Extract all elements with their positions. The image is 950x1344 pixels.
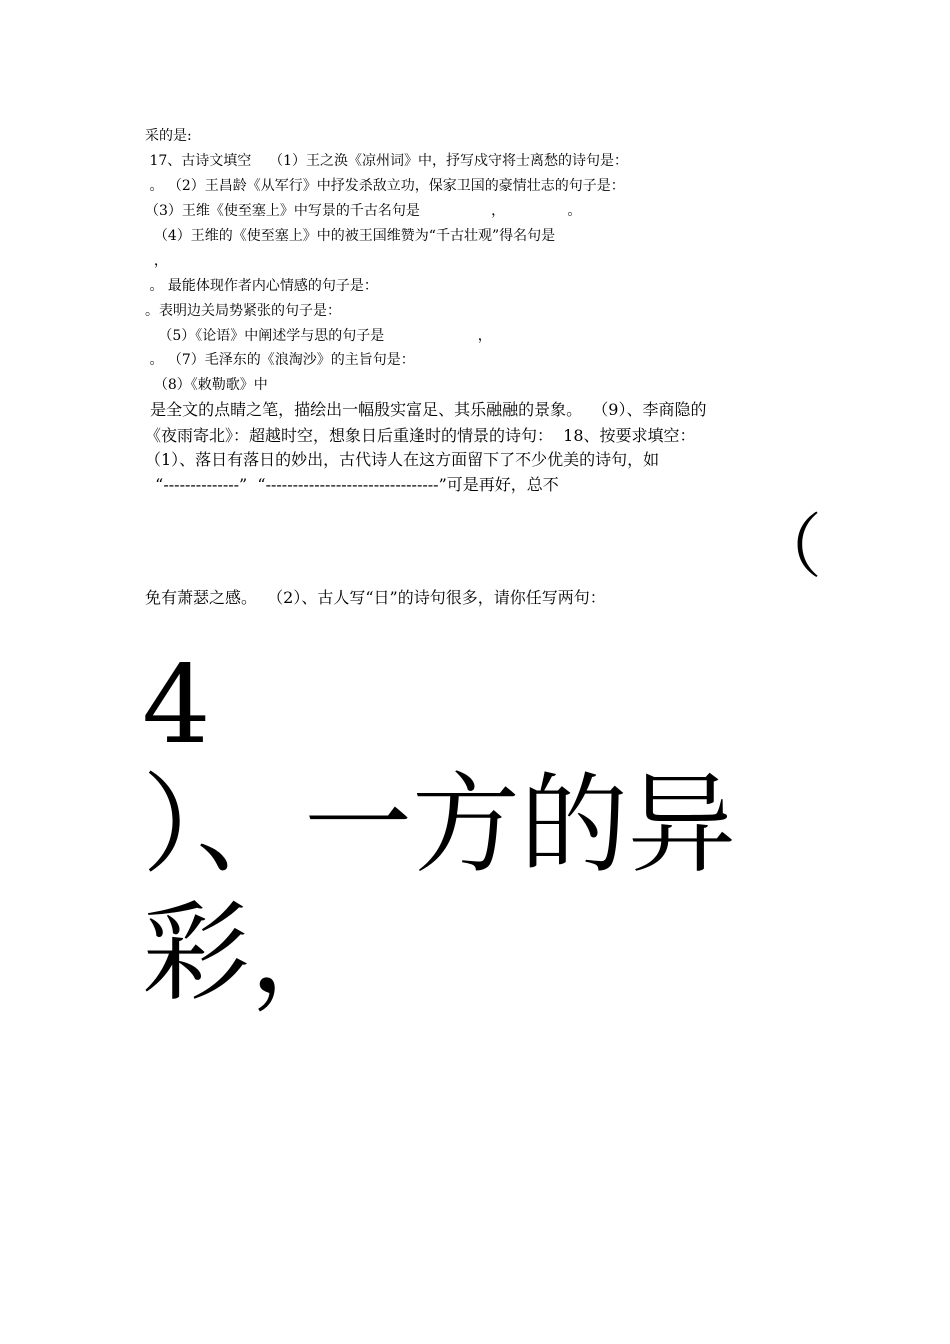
text-line-7: 。 最能体现作者内心情感的句子是： — [145, 278, 378, 294]
large-open-paren: （ — [752, 506, 822, 588]
text-line-10: 。 （7）毛泽东的《浪淘沙》的主旨句是： — [145, 352, 415, 368]
text-line-12: 是全文的点睛之笔，描绘出一幅殷实富足、其乐融融的景象。 （9）、李商隐的 — [145, 400, 707, 419]
text-line-2: 17、古诗文填空 （1）王之涣《凉州词》中，抒写戍守将士离愁的诗句是： — [145, 153, 628, 169]
text-line-6: ， — [145, 253, 168, 269]
large-heading-line-1: ）、一方的异 — [142, 763, 737, 888]
text-line-15: “--------------” “--------------------------------”可是再好，总不 — [145, 475, 559, 494]
text-line-13: 《夜雨寄北》：超越时空，想象日后重逢时的情景的诗句： 18、按要求填空： — [145, 426, 696, 445]
text-line-5: （4）王维的《使至塞上》中的被王国维赞为“千古壮观”得名句是 — [145, 228, 556, 244]
text-line-11: （8）《敕勒歌》中 — [145, 377, 268, 393]
text-line-8: 。表明边关局势紧张的句子是： — [145, 303, 341, 319]
text-line-14: （1）、落日有落日的妙出，古代诗人在这方面留下了不少优美的诗句，如 — [145, 450, 660, 469]
text-line-3: 。 （2）王昌龄《从军行》中抒发杀敌立功，保家卫国的豪情壮志的句子是： — [145, 178, 625, 194]
text-line-4: （3）王维《使至塞上》中写景的千古名句是 ， 。 — [145, 203, 582, 219]
large-heading-line-2: 彩， — [142, 891, 359, 1016]
text-line-16: 免有萧瑟之感。 （2）、古人写“日”的诗句很多，请你任写两句： — [145, 588, 606, 607]
large-number: 4 — [142, 643, 211, 768]
text-line-9: （5）《论语》中阐述学与思的句子是 ， — [145, 328, 492, 344]
text-line-1: 采的是: — [145, 128, 192, 144]
